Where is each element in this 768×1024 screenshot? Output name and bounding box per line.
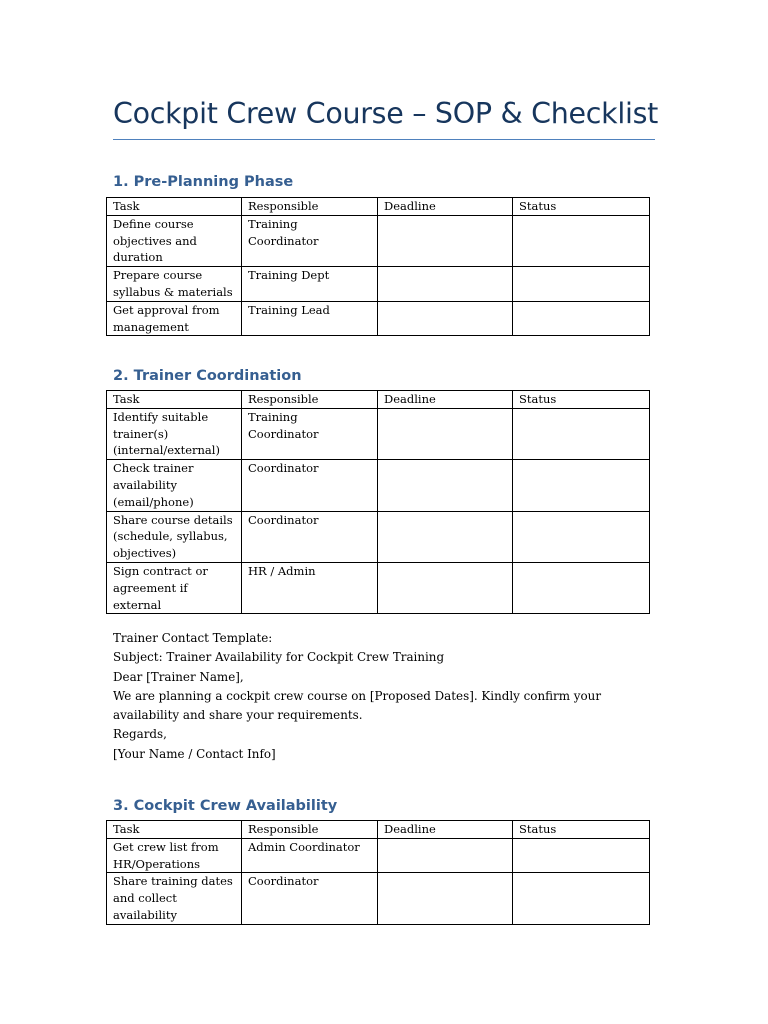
header-task: Task: [107, 391, 242, 409]
status-cell[interactable]: [513, 562, 650, 613]
section-heading-trainer-coordination: 2. Trainer Coordination: [113, 368, 302, 384]
template-body: We are planning a cockpit crew course on [Proposed Dates]. Kindly confirm your availability and share your requirements.: [113, 688, 602, 723]
task-cell: Get approval from management: [107, 301, 242, 336]
table-row: [107, 838, 650, 873]
status-cell[interactable]: [513, 301, 650, 336]
status-cell[interactable]: [513, 873, 650, 924]
responsible-cell: Coordinator: [242, 511, 378, 562]
deadline-cell[interactable]: [378, 873, 513, 924]
template-heading: Trainer Contact Template:: [113, 631, 273, 645]
trainer-coordination-table: [106, 390, 650, 614]
crew-availability-table: [106, 820, 650, 925]
status-cell[interactable]: [513, 267, 650, 302]
table-row: [107, 511, 650, 562]
responsible-cell: Training Coordinator: [242, 408, 378, 459]
header-responsible: Responsible: [242, 198, 378, 216]
responsible-cell: Coordinator: [242, 460, 378, 511]
header-task: Task: [107, 821, 242, 839]
task-cell: Define course objectives and duration: [107, 215, 242, 266]
task-cell: Share course details (schedule, syllabus, objectives): [107, 511, 242, 562]
header-deadline: Deadline: [378, 391, 513, 409]
trainer-contact-template: [113, 629, 658, 764]
deadline-cell[interactable]: [378, 267, 513, 302]
deadline-cell[interactable]: [378, 838, 513, 873]
section-heading-crew-availability: 3. Cockpit Crew Availability: [113, 798, 338, 814]
responsible-cell: Admin Coordinator: [242, 838, 378, 873]
template-greeting: Dear [Trainer Name],: [113, 669, 244, 684]
pre-planning-table: [106, 197, 650, 336]
task-cell: Sign contract or agreement if external: [107, 562, 242, 613]
table-header-row: [107, 198, 650, 216]
task-cell: Get crew list from HR/Operations: [107, 838, 242, 873]
status-cell[interactable]: [513, 215, 650, 266]
table-row: [107, 408, 650, 459]
header-responsible: Responsible: [242, 821, 378, 839]
table-row: [107, 562, 650, 613]
header-task: Task: [107, 198, 242, 216]
task-cell: Share training dates and collect availability: [107, 873, 242, 924]
deadline-cell[interactable]: [378, 301, 513, 336]
table-row: [107, 460, 650, 511]
table-header-row: [107, 821, 650, 839]
header-responsible: Responsible: [242, 391, 378, 409]
deadline-cell[interactable]: [378, 511, 513, 562]
table-row: [107, 267, 650, 302]
responsible-cell: Training Coordinator: [242, 215, 378, 266]
header-status: Status: [513, 391, 650, 409]
template-subject: Subject: Trainer Availability for Cockpit Crew Training: [113, 650, 445, 665]
task-cell: Identify suitable trainer(s) (internal/external): [107, 408, 242, 459]
header-deadline: Deadline: [378, 821, 513, 839]
section-heading-pre-planning: 1. Pre-Planning Phase: [113, 174, 294, 190]
task-cell: Check trainer availability (email/phone): [107, 460, 242, 511]
deadline-cell[interactable]: [378, 408, 513, 459]
deadline-cell[interactable]: [378, 215, 513, 266]
status-cell[interactable]: [513, 511, 650, 562]
document-title: Cockpit Crew Course – SOP & Checklist: [113, 97, 658, 130]
title-underline: [113, 139, 655, 140]
header-status: Status: [513, 821, 650, 839]
table-row: [107, 301, 650, 336]
template-signature: [Your Name / Contact Info]: [113, 746, 276, 761]
header-deadline: Deadline: [378, 198, 513, 216]
responsible-cell: Coordinator: [242, 873, 378, 924]
status-cell[interactable]: [513, 838, 650, 873]
table-row: [107, 873, 650, 924]
status-cell[interactable]: [513, 408, 650, 459]
responsible-cell: Training Dept: [242, 267, 378, 302]
deadline-cell[interactable]: [378, 562, 513, 613]
template-closing: Regards,: [113, 727, 167, 742]
responsible-cell: HR / Admin: [242, 562, 378, 613]
table-row: [107, 215, 650, 266]
deadline-cell[interactable]: [378, 460, 513, 511]
header-status: Status: [513, 198, 650, 216]
status-cell[interactable]: [513, 460, 650, 511]
responsible-cell: Training Lead: [242, 301, 378, 336]
table-header-row: [107, 391, 650, 409]
task-cell: Prepare course syllabus & materials: [107, 267, 242, 302]
